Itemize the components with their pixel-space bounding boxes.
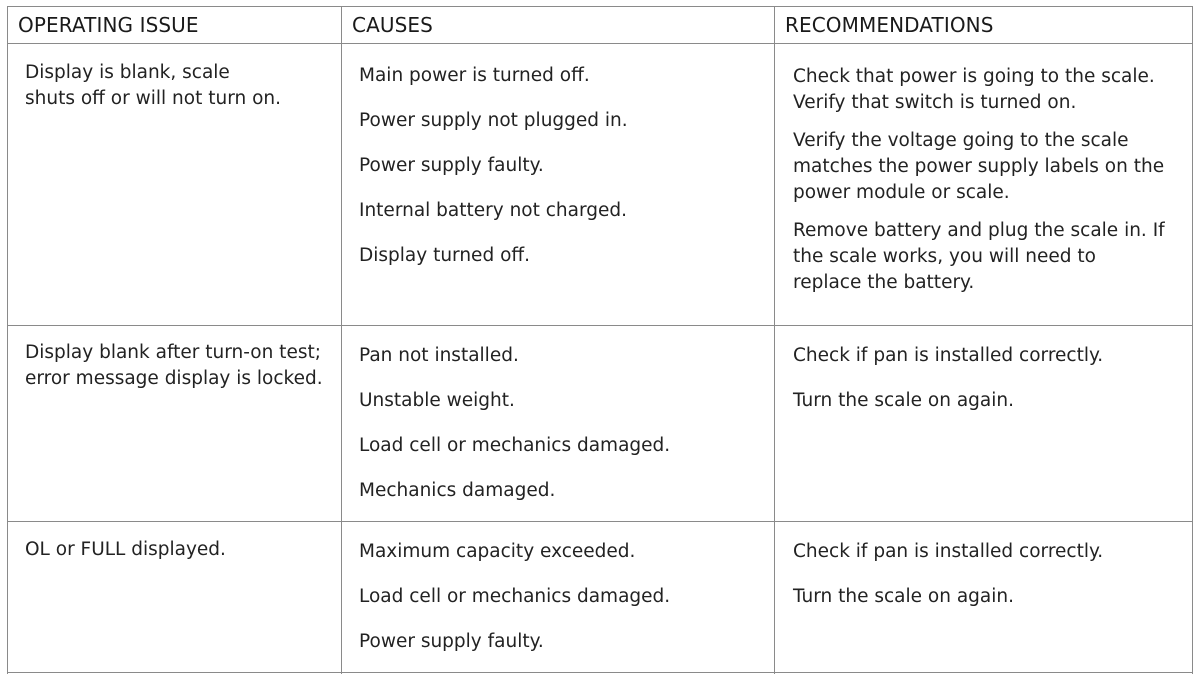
column-divider	[341, 7, 342, 674]
cause-item: Power supply faulty.	[359, 631, 544, 652]
cause-item: Main power is turned off.	[359, 65, 590, 86]
issue-text: OL or FULL displayed.	[25, 539, 226, 560]
recommendation-item: Check that power is going to the scale. Verify that switch is turned on.	[793, 66, 1155, 113]
table-row-1-recommendations	[793, 64, 1168, 308]
header-causes: CAUSES	[352, 13, 433, 37]
issue-text: Display blank after turn-on test; error message display is locked.	[25, 342, 323, 389]
cause-item: Unstable weight.	[359, 390, 515, 411]
recommendation-item: Remove battery and plug the scale in. If the scale works, you will need to replace the battery.	[793, 220, 1165, 293]
table-row-1-issue	[25, 60, 285, 112]
table-row-3-causes	[359, 539, 769, 674]
table-row-2-issue	[25, 340, 325, 392]
recommendation-item: Check if pan is installed correctly.	[793, 345, 1104, 366]
cause-item: Display turned off.	[359, 245, 531, 266]
cause-item: Maximum capacity exceeded.	[359, 541, 636, 562]
column-divider	[774, 7, 775, 674]
table-row-3-recommendations	[793, 539, 1188, 629]
header-operating-issue: OPERATING ISSUE	[18, 13, 199, 37]
troubleshooting-table	[7, 6, 1193, 674]
table-row-1-causes	[359, 63, 769, 288]
cause-item: Mechanics damaged.	[359, 480, 556, 501]
cause-item: Load cell or mechanics damaged.	[359, 586, 671, 607]
table-row-2-causes	[359, 343, 769, 523]
table-row-3-issue	[25, 537, 325, 563]
issue-text: Display is blank, scale shuts off or will not turn on.	[25, 62, 282, 109]
recommendation-item: Turn the scale on again.	[793, 586, 1014, 607]
recommendation-item: Check if pan is installed correctly.	[793, 541, 1104, 562]
table-row-2-recommendations	[793, 343, 1188, 433]
cause-item: Power supply not plugged in.	[359, 110, 628, 131]
row-divider	[8, 325, 1192, 326]
cause-item: Pan not installed.	[359, 345, 519, 366]
cause-item: Load cell or mechanics damaged.	[359, 435, 671, 456]
cause-item: Internal battery not charged.	[359, 200, 628, 221]
recommendation-item: Turn the scale on again.	[793, 390, 1014, 411]
recommendation-item: Verify the voltage going to the scale matches the power supply labels on the power module or scale.	[793, 130, 1165, 203]
cause-item: Power supply faulty.	[359, 155, 544, 176]
header-recommendations: RECOMMENDATIONS	[785, 13, 994, 37]
